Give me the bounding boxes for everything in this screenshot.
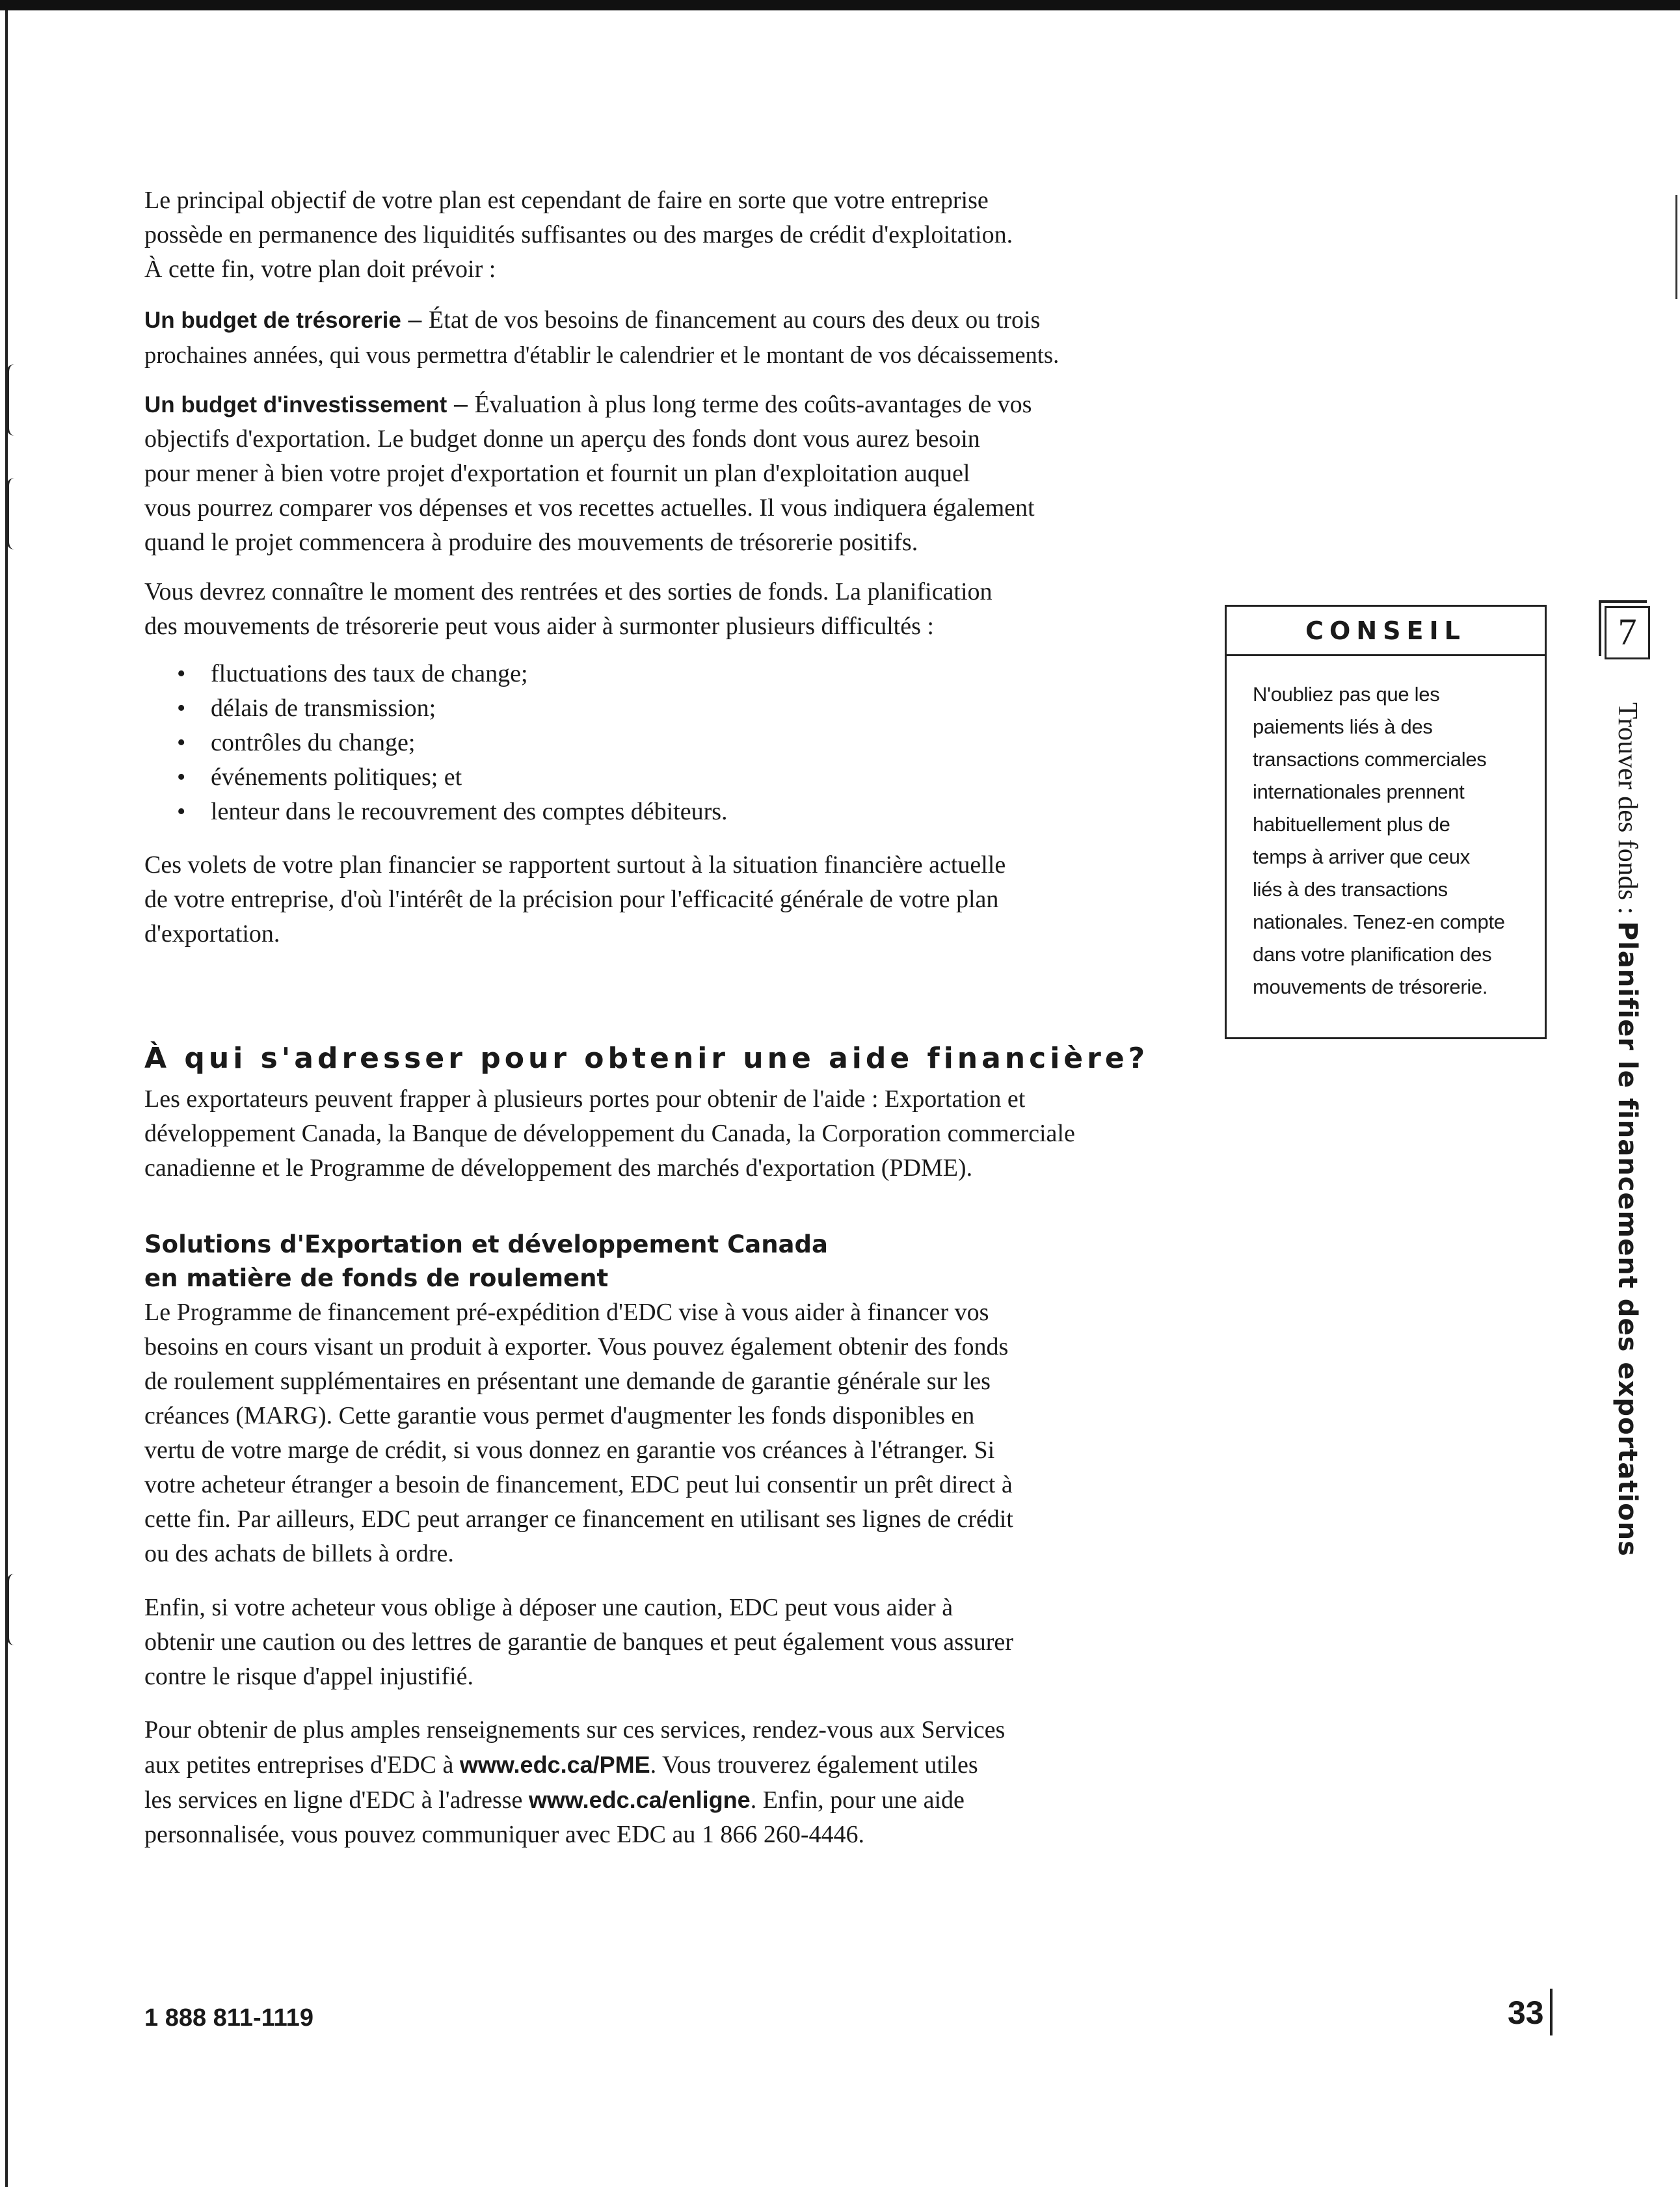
bullet-icon: • — [177, 695, 186, 722]
conseil-line: N'oubliez pas que les — [1253, 683, 1440, 706]
scan-left-edge — [5, 10, 8, 2187]
conseil-line: dans votre planification des — [1253, 943, 1492, 966]
text-line: objectifs d'exportation. Le budget donne un aperçu des fonds dont vous aurez besoin — [144, 425, 980, 453]
aide-paragraph — [144, 1082, 1159, 1186]
text-line: quand le projet commencera à produire des mouvements de trésorerie positifs. — [144, 529, 918, 556]
heading-line: en matière de fonds de roulement — [144, 1264, 609, 1292]
conseil-line: liés à des transactions — [1253, 878, 1448, 901]
info-paragraph — [144, 1713, 1159, 1852]
text-line: Enfin, si votre acheteur vous oblige à déposer une caution, EDC peut vous aider à — [144, 1594, 953, 1621]
text-line: votre acheteur étranger a besoin de financement, EDC peut lui consentir un prêt direct à — [144, 1471, 1013, 1498]
side-title-part1: Trouver des fonds : — [1612, 702, 1642, 921]
text-line: obtenir une caution ou des lettres de garantie de banques et peut également vous assurer — [144, 1628, 1013, 1656]
list-item — [144, 795, 1159, 829]
text-line: développement Canada, la Banque de développement du Canada, la Corporation commerciale — [144, 1120, 1075, 1147]
intro-paragraph — [144, 183, 1159, 287]
conseil-line: paiements liés à des — [1253, 715, 1433, 738]
binding-mark — [7, 478, 16, 550]
text-line: Pour obtenir de plus amples renseignements sur ces services, rendez-vous aux Services — [144, 1716, 1006, 1743]
text-line: de votre entreprise, d'où l'intérêt de la précision pour l'efficacité générale de votre plan — [144, 886, 999, 913]
footer-phone: 1 888 811-1119 — [144, 2004, 313, 2032]
budget-investissement-term: Un budget d'investissement — [144, 392, 447, 418]
conseil-line: nationales. Tenez-en compte — [1253, 910, 1505, 933]
text-segment: . Enfin, pour une aide — [750, 1786, 965, 1814]
bullet-icon: • — [177, 729, 186, 756]
page-number: 33 — [1508, 1995, 1544, 2031]
text-line: personnalisée, vous pouvez communiquer avec EDC au 1 866 260-4446. — [144, 1821, 865, 1848]
text-line: vous pourrez comparer vos dépenses et vos recettes actuelles. Il vous indiquera également — [144, 494, 1035, 522]
bullet-icon: • — [177, 763, 186, 791]
text-line: Le principal objectif de votre plan est cependant de faire en sorte que votre entreprise — [144, 187, 989, 214]
text-segment: . Vous trouverez également utiles — [650, 1751, 978, 1779]
text-line: d'exportation. — [144, 920, 280, 948]
budget-tresorerie-term: Un budget de trésorerie — [144, 308, 401, 333]
budget-investissement-paragraph — [144, 388, 1159, 560]
text-segment: aux petites entreprises d'EDC à — [144, 1751, 460, 1779]
bullet-icon: • — [177, 798, 186, 825]
side-title-part2: Planifier le financement des exportations — [1612, 921, 1642, 1557]
conseil-line: habituellement plus de — [1253, 813, 1450, 836]
text-line: vertu de votre marge de crédit, si vous donnez en garantie vos créances à l'étranger. Si — [144, 1437, 995, 1464]
budget-tresorerie-paragraph — [144, 303, 1159, 372]
dash: – — [401, 306, 429, 334]
difficulties-list — [144, 657, 1159, 829]
list-item-text: délais de transmission; — [211, 695, 436, 722]
conseil-line: internationales prennent — [1253, 780, 1465, 803]
text-line: des mouvements de trésorerie peut vous aider à surmonter plusieurs difficultés : — [144, 613, 934, 640]
subsection-heading-solutions — [144, 1228, 1055, 1295]
text-line: contre le risque d'appel injustifié. — [144, 1663, 473, 1690]
text-line: besoins en cours visant un produit à exporter. Vous pouvez également obtenir des fonds — [144, 1333, 1009, 1360]
text-line: cette fin. Par ailleurs, EDC peut arranger ce financement en utilisant ses lignes de crédit — [144, 1505, 1013, 1533]
flux-paragraph — [144, 575, 1159, 644]
heading-line: Solutions d'Exportation et développement Canada — [144, 1230, 828, 1258]
conseil-line: temps à arriver que ceux — [1253, 845, 1470, 868]
scan-top-edge — [0, 0, 1680, 10]
text-line: Vous devrez connaître le moment des rentrées et des sorties de fonds. La planification — [144, 578, 993, 605]
list-item — [144, 726, 1159, 760]
page-number-rule — [1550, 1989, 1553, 2035]
list-item — [144, 691, 1159, 726]
chapter-number-badge: 7 — [1605, 606, 1650, 659]
section-heading-aide: À qui s'adresser pour obtenir une aide financière? — [144, 1042, 1149, 1075]
conseil-line: transactions commerciales — [1253, 748, 1487, 771]
conseil-title: CONSEIL — [1227, 607, 1545, 656]
text-segment: les services en ligne d'EDC à l'adresse — [144, 1786, 529, 1814]
text-line: Les exportateurs peuvent frapper à plusieurs portes pour obtenir de l'aide : Exportation et — [144, 1085, 1026, 1113]
binding-mark — [7, 364, 16, 436]
link-edc-pme[interactable]: www.edc.ca/PME — [459, 1751, 650, 1778]
binding-mark — [7, 1574, 16, 1645]
solutions-paragraph — [144, 1295, 1159, 1571]
caution-paragraph — [144, 1591, 1159, 1694]
volets-paragraph — [144, 848, 1159, 951]
side-chapter-title — [1595, 702, 1660, 1557]
list-item-text: événements politiques; et — [211, 763, 462, 791]
text-line: créances (MARG). Cette garantie vous permet d'augmenter les fonds disponibles en — [144, 1402, 975, 1429]
conseil-text — [1227, 656, 1545, 1003]
text-line: de roulement supplémentaires en présentant une demande de garantie générale sur les — [144, 1368, 991, 1395]
list-item-text: lenteur dans le recouvrement des comptes débiteurs. — [211, 798, 728, 825]
conseil-line: mouvements de trésorerie. — [1253, 975, 1488, 998]
conseil-box — [1225, 605, 1547, 1039]
dash: – — [447, 391, 475, 418]
text-line: État de vos besoins de financement au cours des deux ou trois — [429, 306, 1041, 334]
list-item-text: contrôles du change; — [211, 729, 416, 756]
text-line: prochaines années, qui vous permettra d'établir le calendrier et le montant de vos décaissements. — [144, 341, 1060, 368]
list-item-text: fluctuations des taux de change; — [211, 660, 528, 687]
text-line: ou des achats de billets à ordre. — [144, 1540, 454, 1567]
list-item — [144, 657, 1159, 691]
scan-right-edge — [1675, 195, 1677, 299]
text-line: pour mener à bien votre projet d'exportation et fournit un plan d'exploitation auquel — [144, 460, 970, 487]
text-line: possède en permanence des liquidités suffisantes ou des marges de crédit d'exploitation. — [144, 221, 1013, 248]
text-line: canadienne et le Programme de développement des marchés d'exportation (PDME). — [144, 1154, 973, 1182]
bullet-icon: • — [177, 660, 186, 687]
list-item — [144, 760, 1159, 795]
text-line: À cette fin, votre plan doit prévoir : — [144, 256, 496, 283]
link-edc-enligne[interactable]: www.edc.ca/enligne — [528, 1786, 751, 1813]
text-line: Le Programme de financement pré-expédition d'EDC vise à vous aider à financer vos — [144, 1299, 989, 1326]
text-line: Ces volets de votre plan financier se rapportent surtout à la situation financière actuelle — [144, 851, 1006, 879]
text-line: Évaluation à plus long terme des coûts-avantages de vos — [474, 391, 1032, 418]
